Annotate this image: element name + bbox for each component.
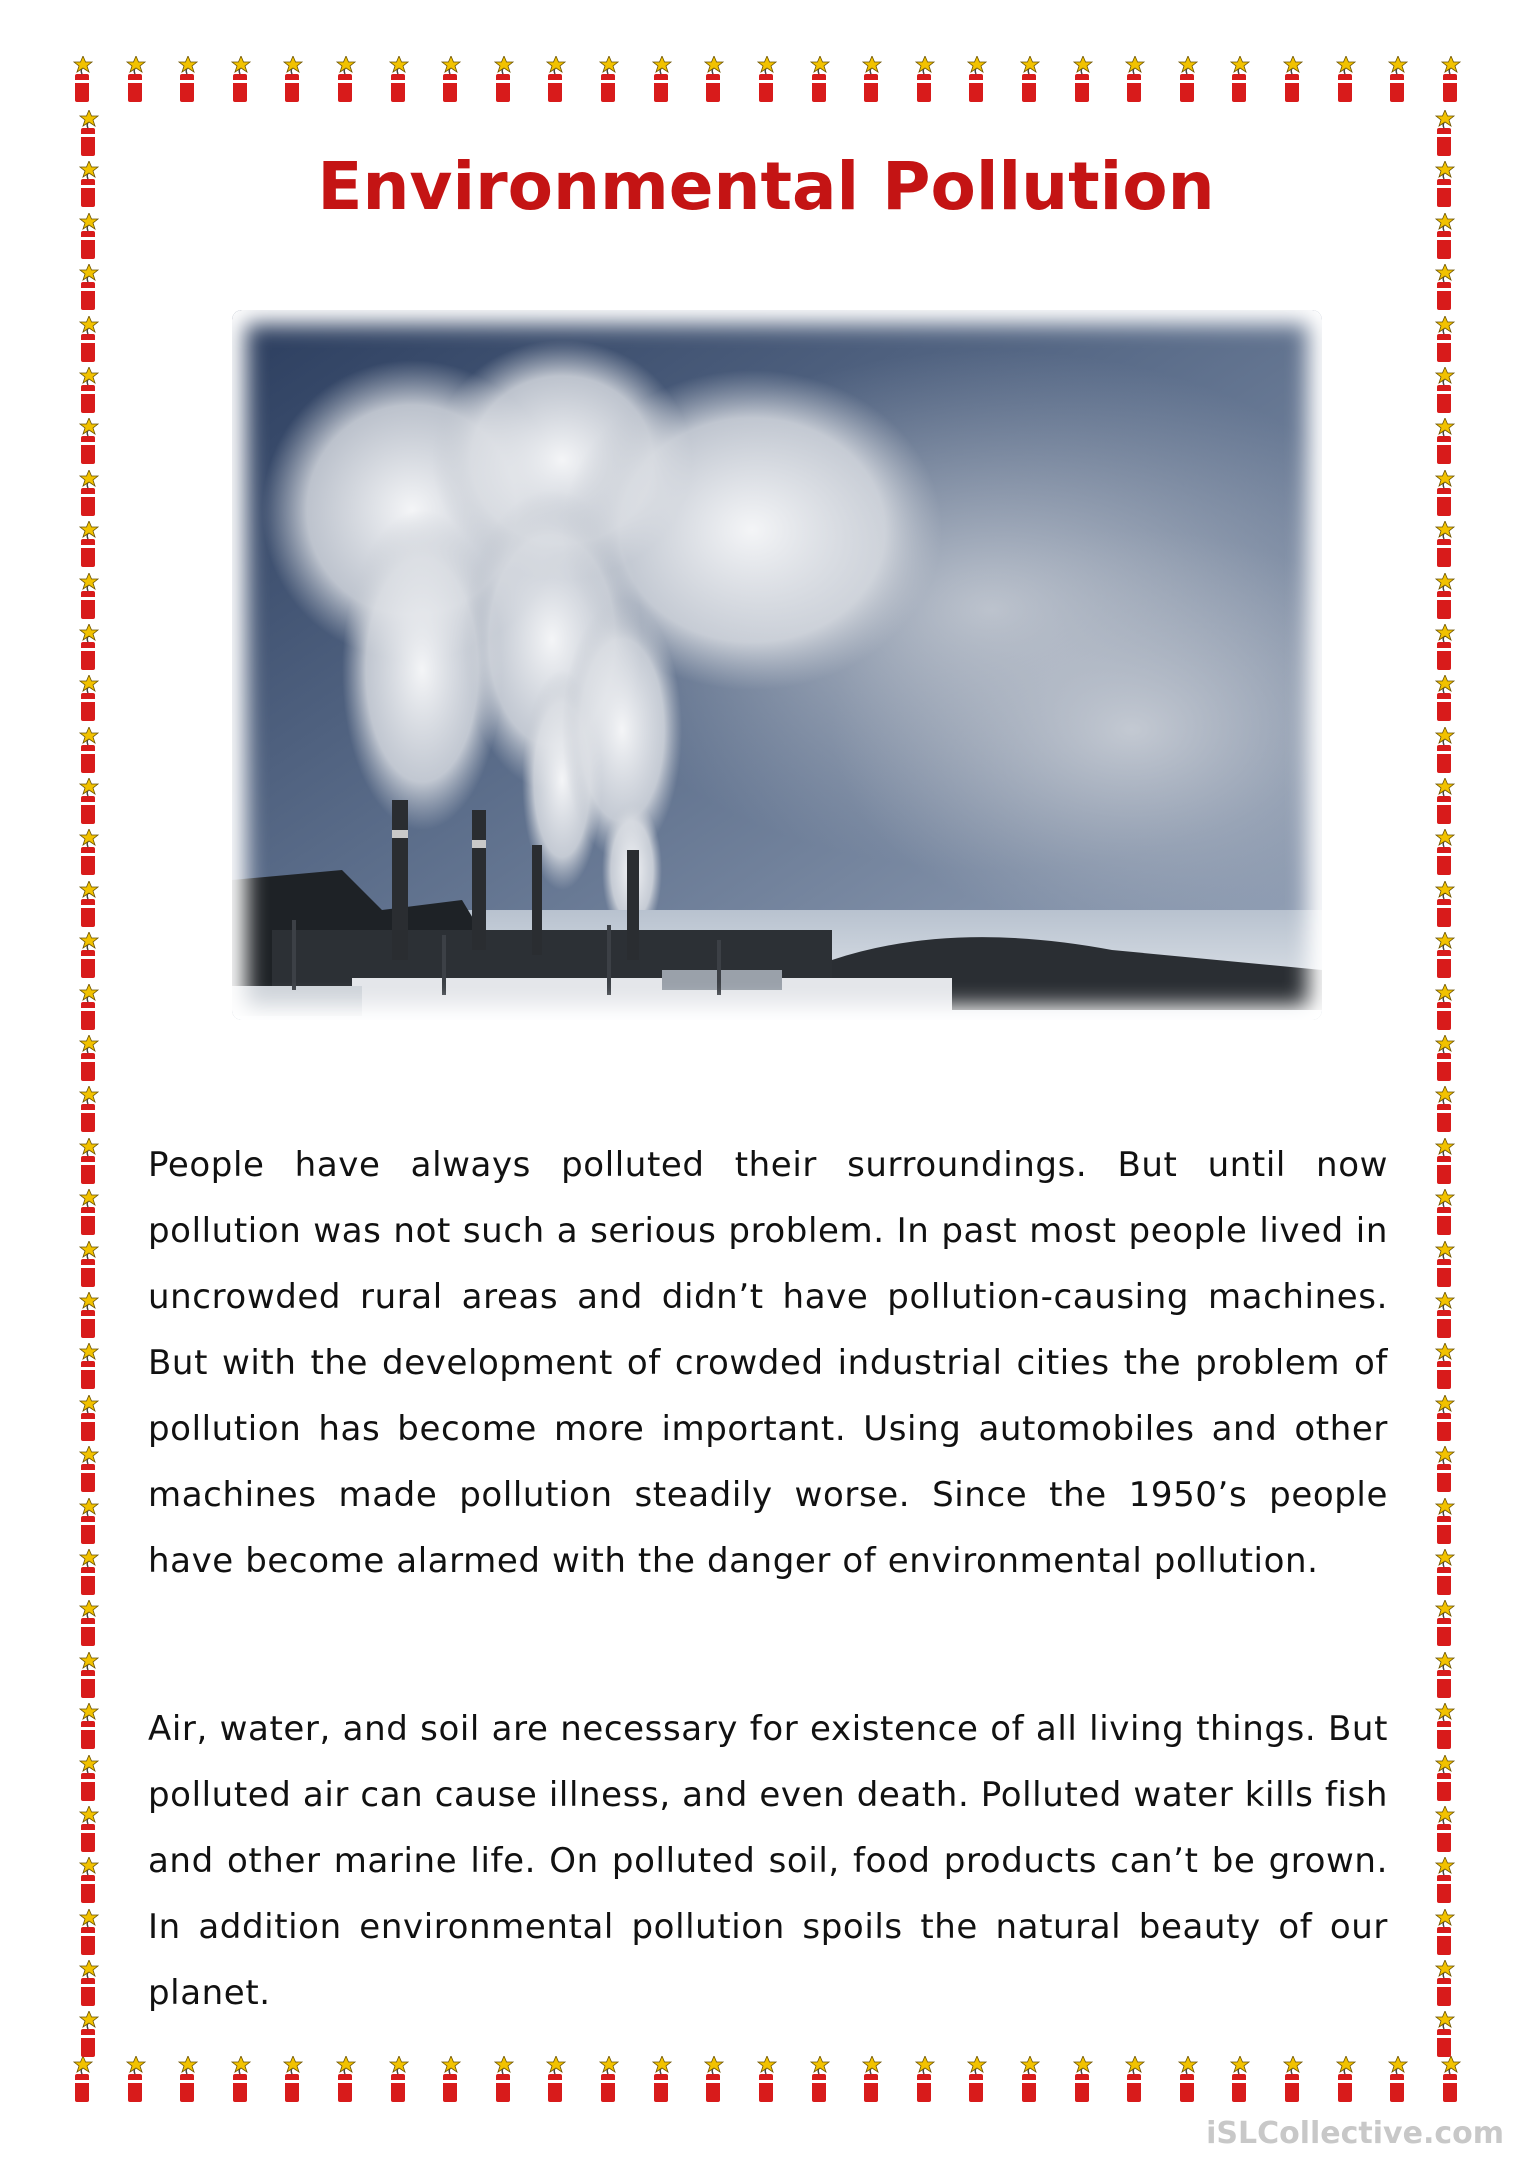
firecracker-icon	[1428, 727, 1460, 775]
firecracker-icon	[72, 1600, 104, 1648]
firecracker-icon	[1428, 1960, 1460, 2008]
firecracker-icon	[1223, 56, 1255, 104]
firecracker-icon	[72, 1086, 104, 1134]
firecracker-icon	[1428, 2011, 1460, 2059]
firecracker-icon	[72, 984, 104, 1032]
firecracker-icon	[72, 418, 104, 466]
firecracker-icon	[72, 367, 104, 415]
firecracker-icon	[539, 56, 571, 104]
firecracker-icon	[1428, 624, 1460, 672]
firecracker-icon	[908, 2056, 940, 2104]
border-left	[72, 110, 112, 2060]
page-title: Environmental Pollution	[317, 148, 1215, 225]
firecracker-icon	[697, 2056, 729, 2104]
firecracker-icon	[1428, 1600, 1460, 1648]
firecracker-icon	[1223, 2056, 1255, 2104]
firecracker-icon	[1013, 2056, 1045, 2104]
firecracker-icon	[72, 1446, 104, 1494]
firecracker-icon	[592, 2056, 624, 2104]
firecracker-icon	[1428, 367, 1460, 415]
firecracker-icon	[1171, 2056, 1203, 2104]
firecracker-icon	[72, 1549, 104, 1597]
paragraph-2: Air, water, and soil are necessary for existence of all living things. But polluted air can cause illness, and even death. Polluted water kills fish and other marine life. On polluted soil, food products can’t be grown. In addition environmental pollution spoils the natural beauty of our planet.	[148, 1709, 1388, 2013]
firecracker-icon	[1171, 56, 1203, 104]
firecracker-icon	[1428, 1498, 1460, 1546]
firecracker-icon	[1428, 1395, 1460, 1443]
firecracker-icon	[803, 2056, 835, 2104]
firecracker-icon	[171, 56, 203, 104]
firecracker-icon	[72, 1498, 104, 1546]
firecracker-icon	[72, 1035, 104, 1083]
firecracker-icon	[487, 56, 519, 104]
firecracker-icon	[382, 2056, 414, 2104]
firecracker-icon	[1013, 56, 1045, 104]
firecracker-icon	[1428, 984, 1460, 1032]
firecracker-icon	[72, 521, 104, 569]
firecracker-icon	[750, 56, 782, 104]
firecracker-icon	[72, 1189, 104, 1237]
firecracker-icon	[1428, 1292, 1460, 1340]
firecracker-icon	[72, 1652, 104, 1700]
firecracker-icon	[119, 56, 151, 104]
firecracker-icon	[66, 2056, 98, 2104]
firecracker-icon	[72, 727, 104, 775]
firecracker-icon	[1428, 264, 1460, 312]
firecracker-icon	[1118, 2056, 1150, 2104]
firecracker-icon	[750, 2056, 782, 2104]
firecracker-icon	[1066, 2056, 1098, 2104]
firecracker-icon	[539, 2056, 571, 2104]
firecracker-icon	[487, 2056, 519, 2104]
firecracker-icon	[1428, 932, 1460, 980]
firecracker-icon	[276, 56, 308, 104]
firecracker-icon	[1428, 1755, 1460, 1803]
firecracker-icon	[1428, 675, 1460, 723]
firecracker-icon	[72, 573, 104, 621]
firecracker-icon	[72, 881, 104, 929]
firecracker-icon	[72, 1755, 104, 1803]
firecracker-icon	[855, 2056, 887, 2104]
firecracker-icon	[329, 2056, 361, 2104]
firecracker-icon	[72, 1343, 104, 1391]
border-bottom	[66, 2056, 1466, 2116]
firecracker-icon	[1118, 56, 1150, 104]
firecracker-icon	[72, 1703, 104, 1751]
firecracker-icon	[1329, 2056, 1361, 2104]
firecracker-icon	[1428, 1138, 1460, 1186]
firecracker-icon	[645, 2056, 677, 2104]
firecracker-icon	[1428, 1549, 1460, 1597]
firecracker-icon	[855, 56, 887, 104]
firecracker-icon	[803, 56, 835, 104]
firecracker-icon	[1428, 1343, 1460, 1391]
firecracker-icon	[1428, 470, 1460, 518]
firecracker-icon	[1428, 418, 1460, 466]
firecracker-icon	[72, 1292, 104, 1340]
firecracker-icon	[1381, 2056, 1413, 2104]
firecracker-icon	[434, 2056, 466, 2104]
firecracker-icon	[329, 56, 361, 104]
firecracker-icon	[171, 2056, 203, 2104]
firecracker-icon	[1276, 56, 1308, 104]
firecracker-icon	[1428, 1652, 1460, 1700]
firecracker-icon	[1434, 2056, 1466, 2104]
firecracker-icon	[1428, 1086, 1460, 1134]
firecracker-icon	[119, 2056, 151, 2104]
firecracker-icon	[382, 56, 414, 104]
firecracker-icon	[697, 56, 729, 104]
firecracker-icon	[72, 1909, 104, 1957]
firecracker-icon	[72, 316, 104, 364]
firecracker-icon	[72, 1806, 104, 1854]
firecracker-icon	[1428, 573, 1460, 621]
border-right	[1428, 110, 1468, 2060]
firecracker-icon	[1428, 1035, 1460, 1083]
firecracker-icon	[72, 1960, 104, 2008]
firecracker-icon	[72, 624, 104, 672]
firecracker-icon	[1428, 521, 1460, 569]
firecracker-icon	[1329, 56, 1361, 104]
firecracker-icon	[72, 1395, 104, 1443]
firecracker-icon	[72, 1857, 104, 1905]
firecracker-icon	[592, 56, 624, 104]
firecracker-icon	[1428, 316, 1460, 364]
factory-smokestacks-photo	[232, 310, 1322, 1020]
firecracker-icon	[1381, 56, 1413, 104]
firecracker-icon	[1428, 1446, 1460, 1494]
firecracker-icon	[960, 56, 992, 104]
firecracker-icon	[72, 1138, 104, 1186]
firecracker-icon	[1428, 1806, 1460, 1854]
paragraph-1: People have always polluted their surroundings. But until now pollution was not such a serious problem. In past most people lived in uncrowded rural areas and didn’t have pollution-causing machines. But with the development of crowded industrial cities the problem of pollution has become more important. Using automobiles and other machines made pollution steadily worse. Since the 1950’s people have become alarmed with the danger of environmental pollution.	[148, 1145, 1388, 1581]
firecracker-icon	[434, 56, 466, 104]
firecracker-icon	[1428, 1909, 1460, 1957]
firecracker-icon	[1434, 56, 1466, 104]
firecracker-icon	[1066, 56, 1098, 104]
firecracker-icon	[1428, 829, 1460, 877]
firecracker-icon	[276, 2056, 308, 2104]
firecracker-icon	[1428, 1241, 1460, 1289]
firecracker-icon	[72, 470, 104, 518]
firecracker-icon	[960, 2056, 992, 2104]
firecracker-icon	[224, 2056, 256, 2104]
watermark: iSLCollective.com	[1206, 2116, 1504, 2151]
firecracker-icon	[908, 56, 940, 104]
firecracker-icon	[224, 56, 256, 104]
firecracker-icon	[72, 778, 104, 826]
firecracker-icon	[72, 932, 104, 980]
firecracker-icon	[1428, 1703, 1460, 1751]
firecracker-icon	[72, 675, 104, 723]
firecracker-icon	[72, 1241, 104, 1289]
firecracker-icon	[645, 56, 677, 104]
firecracker-icon	[1428, 881, 1460, 929]
firecracker-icon	[1276, 2056, 1308, 2104]
firecracker-icon	[72, 264, 104, 312]
border-top	[66, 56, 1466, 116]
firecracker-icon	[66, 56, 98, 104]
firecracker-icon	[72, 2011, 104, 2059]
firecracker-icon	[1428, 778, 1460, 826]
firecracker-icon	[1428, 1189, 1460, 1237]
firecracker-icon	[1428, 1857, 1460, 1905]
firecracker-icon	[72, 829, 104, 877]
